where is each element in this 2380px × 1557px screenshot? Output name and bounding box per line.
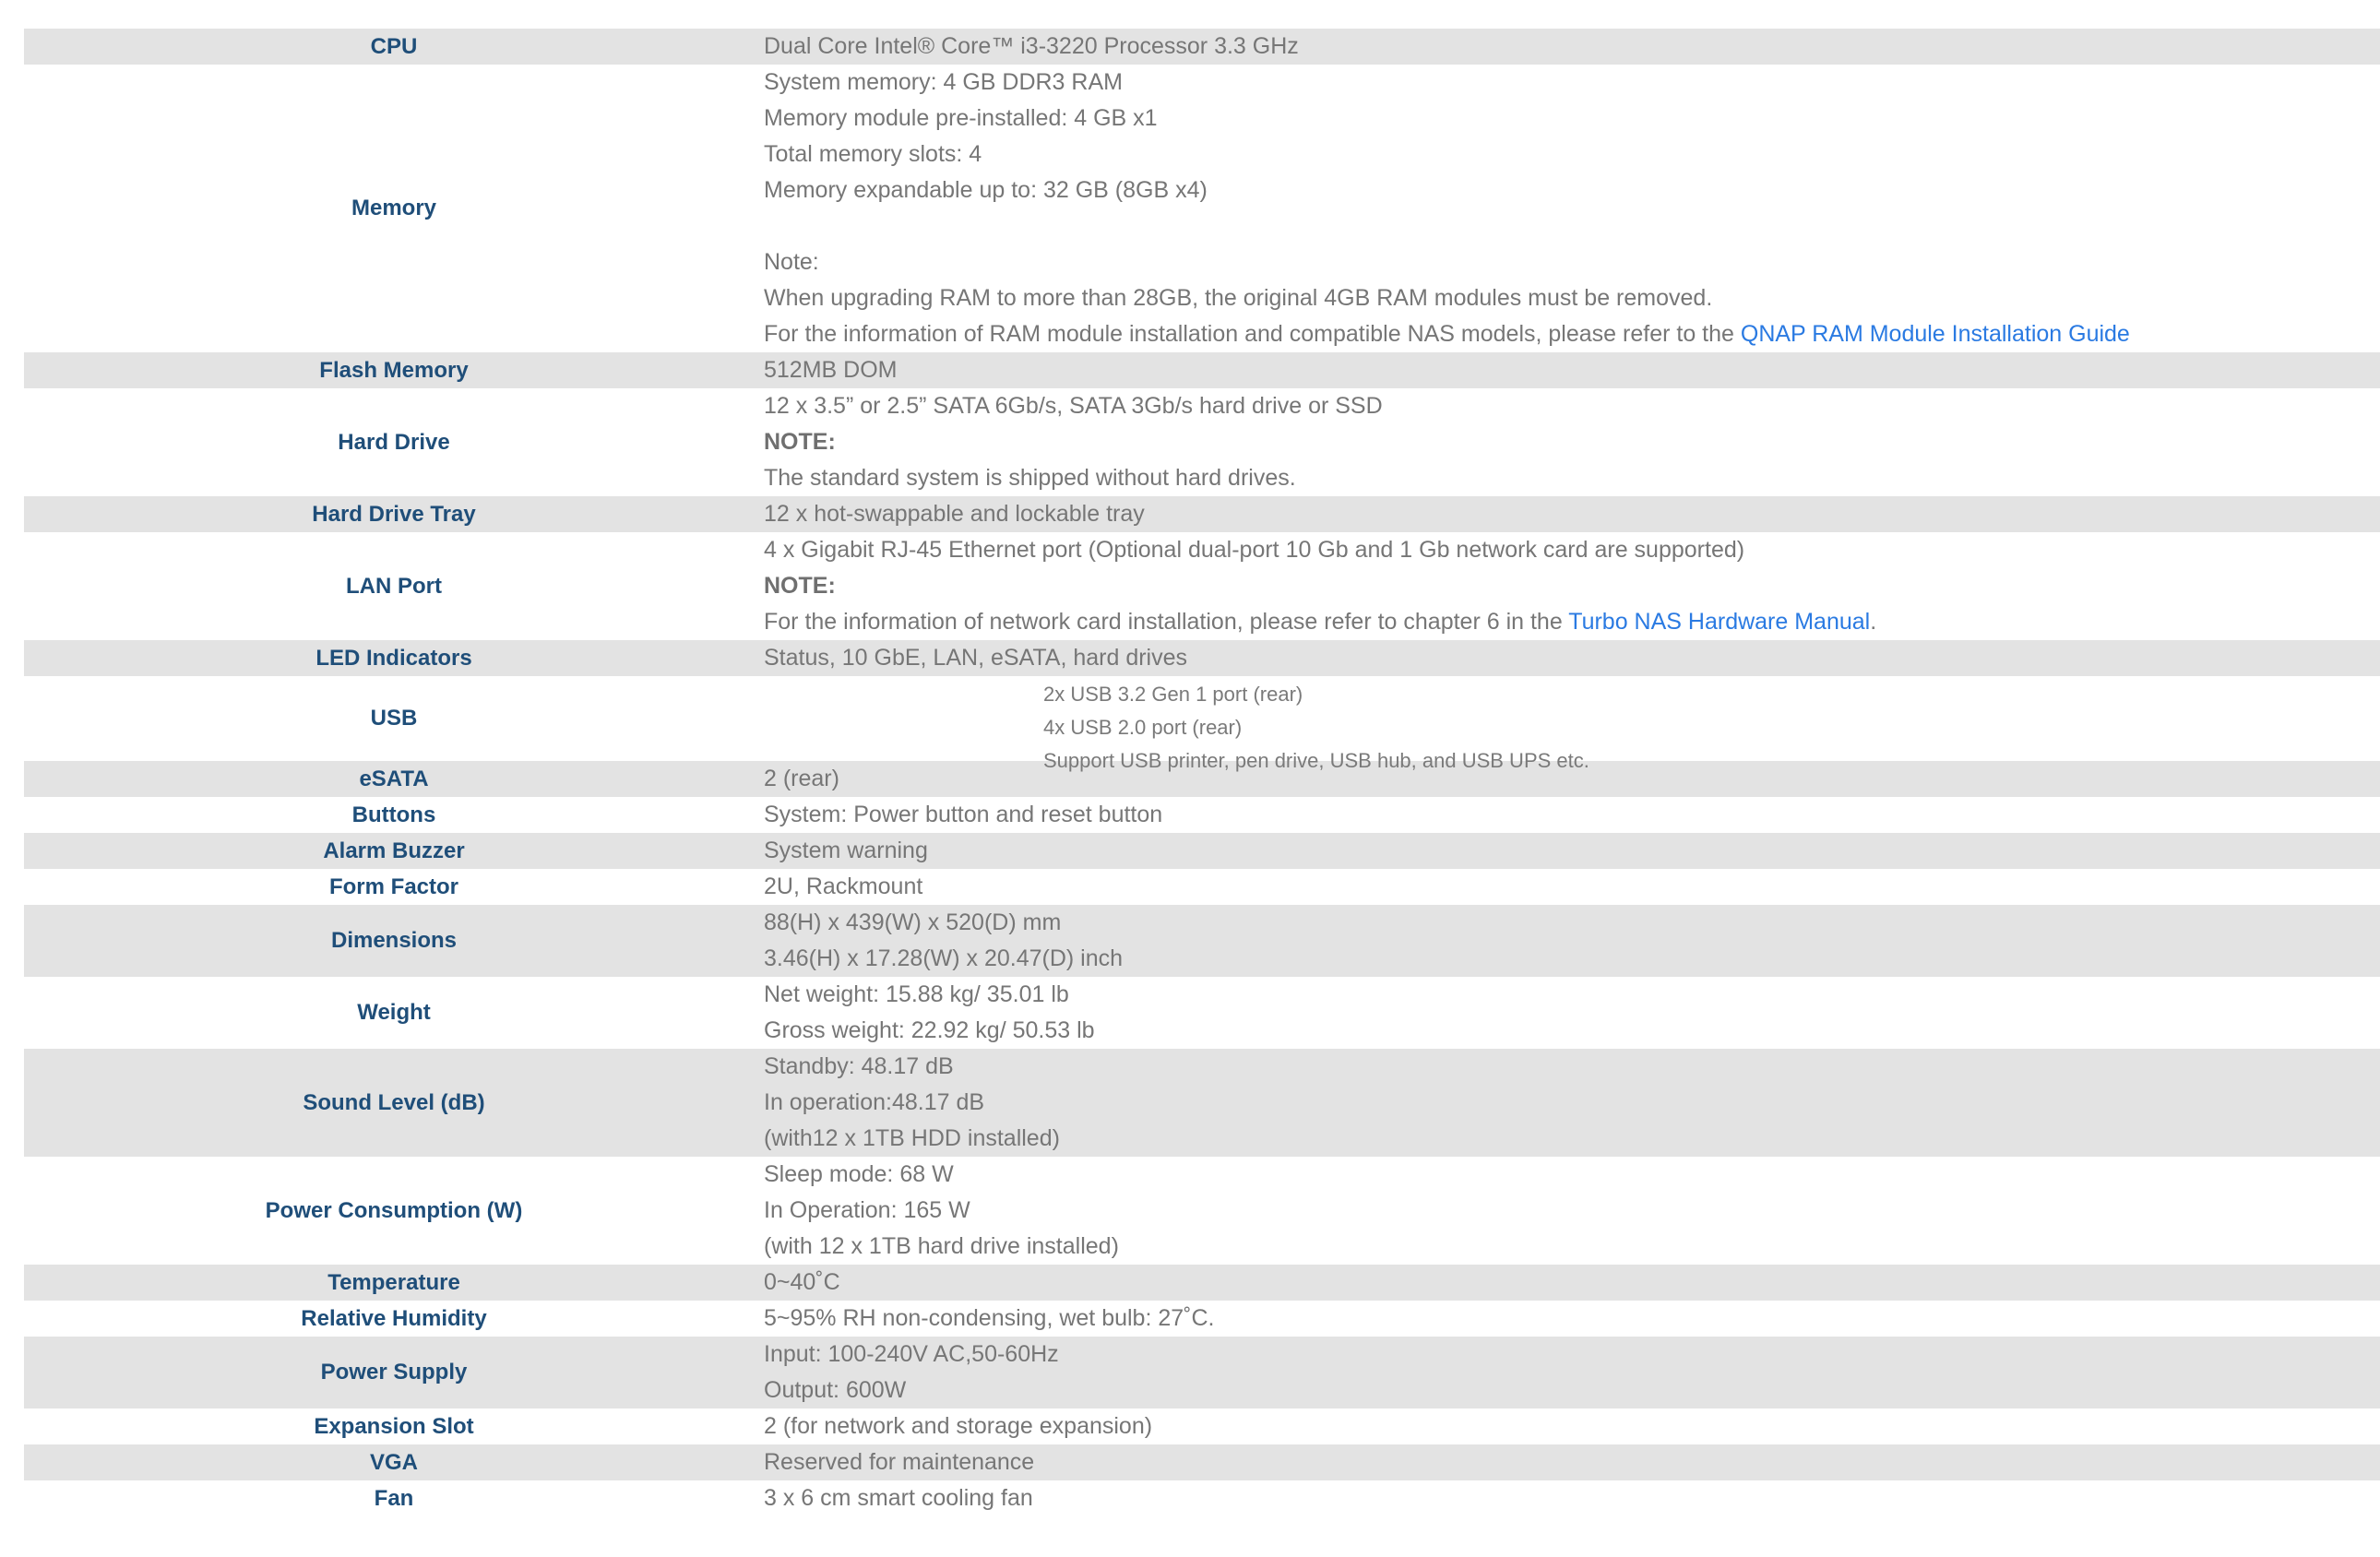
spec-value [764,869,2380,905]
spec-value-line: In Operation: 165 W [764,1197,970,1223]
spec-table [24,29,2380,1516]
spec-value-line: Input: 100-240V AC,50-60Hz [764,1341,1059,1367]
spec-value-line: 12 x hot-swappable and lockable tray [764,501,1145,527]
spec-value-line: Reserved for maintenance [764,1449,1035,1475]
ram-installation-guide-link[interactable]: QNAP RAM Module Installation Guide [1740,321,2130,347]
spec-value-line: Total memory slots: 4 [764,141,982,167]
spec-row-power-supply [24,1337,2380,1408]
spec-label: Memory [351,196,437,220]
spec-label: LED Indicators [315,645,472,671]
spec-label: Form Factor [328,874,458,899]
spec-label: LAN Port [346,573,442,599]
spec-row-weight [24,977,2380,1049]
spec-value-line: System warning [764,838,928,863]
spec-value-line: (with 12 x 1TB hard drive installed) [764,1233,1119,1259]
spec-label: Power Consumption (W) [265,1197,523,1223]
spec-value-line: Output: 600W [764,1377,907,1403]
spec-label: Hard Drive Tray [312,501,476,527]
spec-value-line: (with12 x 1TB HDD installed) [764,1125,1060,1151]
spec-value-line-with-link [764,316,2380,352]
spec-label: Expansion Slot [314,1413,474,1439]
spec-value-line: 2 (rear) [764,766,839,791]
spec-value-line: Dual Core Intel® Core™ i3-3220 Processor 3.3 GHz [764,33,1299,59]
spec-label: Weight [357,1000,431,1025]
spec-row-flash-memory [24,352,2380,388]
spec-label: CPU [370,33,418,59]
spec-row-sound-level [24,1049,2380,1157]
spec-value-line: 88(H) x 439(W) x 520(D) mm [764,909,1062,935]
spec-row-form-factor [24,869,2380,905]
spec-value-line: 4x USB 2.0 port (rear) [1043,716,1243,739]
spec-value-text: For the information of network card installation, please refer to chapter 6 in the [764,609,1569,635]
spec-value-line: In operation:48.17 dB [764,1089,985,1115]
link-suffix: . [1870,609,1877,635]
spec-label: Hard Drive [338,429,450,455]
spec-row-alarm-buzzer [24,833,2380,869]
spec-row-esata [24,761,2380,797]
spec-row-relative-humidity [24,1301,2380,1337]
note-heading: NOTE: [764,429,836,455]
spec-value-line: Net weight: 15.88 kg/ 35.01 lb [764,981,1069,1007]
spec-value-line: 5~95% RH non-condensing, wet bulb: 27˚C. [764,1305,1215,1331]
spec-value-line: The standard system is shipped without hard drives. [764,465,1296,491]
spec-value [764,29,2380,65]
note-heading: NOTE: [764,573,836,599]
spec-value-line: 3 x 6 cm smart cooling fan [764,1485,1033,1511]
spec-label: Buttons [351,802,436,827]
spec-value [764,640,2380,676]
spec-value-line: Status, 10 GbE, LAN, eSATA, hard drives [764,645,1188,671]
spec-value [764,1408,2380,1444]
spec-value-line: When upgrading RAM to more than 28GB, the original 4GB RAM modules must be removed. [764,285,1713,311]
spec-label: Power Supply [320,1360,468,1385]
spec-value [764,761,2380,797]
spec-label: Alarm Buzzer [323,838,465,863]
spec-value [764,352,2380,388]
spec-value-line: Standby: 48.17 dB [764,1053,954,1079]
spec-value-line: Sleep mode: 68 W [764,1161,954,1187]
spec-label: Temperature [327,1269,460,1295]
spec-row-memory [24,65,2380,352]
spec-row-lan-port [24,532,2380,640]
spec-value-line-with-link [764,604,2380,640]
spec-value [764,1049,2380,1157]
spec-value-line: Note: [764,249,819,275]
spec-value [764,388,2380,496]
spec-value-line: 2x USB 3.2 Gen 1 port (rear) [1043,683,1303,706]
spec-value-line: System memory: 4 GB DDR3 RAM [764,69,1123,95]
spec-value-line: 0~40˚C [764,1269,840,1295]
spec-row-led-indicators [24,640,2380,676]
spec-value-line: 2U, Rackmount [764,874,923,899]
hardware-manual-link[interactable]: Turbo NAS Hardware Manual [1568,609,1871,635]
spec-label: Fan [374,1485,414,1511]
spec-value-line: 12 x 3.5” or 2.5” SATA 6Gb/s, SATA 3Gb/s hard drive or SSD [764,393,1383,419]
spec-row-usb [24,676,2380,772]
spec-value [764,532,2380,640]
spec-row-hard-drive-tray [24,496,2380,532]
spec-label: Sound Level (dB) [303,1089,485,1115]
spec-row-dimensions [24,905,2380,977]
spec-value [764,977,2380,1049]
spec-value [764,905,2380,977]
spec-value [764,1480,2380,1516]
spec-value-line: 4 x Gigabit RJ-45 Ethernet port (Optional dual-port 10 Gb and 1 Gb network card are supported) [764,537,1745,563]
spec-value-line: 512MB DOM [764,357,898,383]
spec-value-line: System: Power button and reset button [764,802,1163,827]
spec-value-line: Memory expandable up to: 32 GB (8GB x4) [764,177,1208,203]
spec-row-fan [24,1480,2380,1516]
spec-value-line: 2 (for network and storage expansion) [764,1413,1153,1439]
spec-value-line: Memory module pre-installed: 4 GB x1 [764,105,1158,131]
spec-value [764,797,2380,833]
spec-value-blank-line [764,208,2380,244]
spec-value [764,1301,2380,1337]
spec-value [764,1444,2380,1480]
spec-row-expansion-slot [24,1408,2380,1444]
spec-label: eSATA [359,766,429,791]
spec-label: Dimensions [330,928,458,953]
spec-row-temperature [24,1265,2380,1301]
spec-value-text: For the information of RAM module installation and compatible NAS models, please refer to the [764,321,1741,347]
spec-value [764,496,2380,532]
spec-value [764,676,2380,772]
spec-row-buttons [24,797,2380,833]
spec-value [764,1265,2380,1301]
spec-value-line: 3.46(H) x 17.28(W) x 20.47(D) inch [764,945,1124,971]
spec-value [764,1157,2380,1265]
spec-value-line: Gross weight: 22.92 kg/ 50.53 lb [764,1017,1095,1043]
spec-value [764,1337,2380,1408]
spec-value-line: Support USB printer, pen drive, USB hub, and USB UPS etc. [1043,749,1589,772]
spec-label: VGA [369,1449,418,1475]
spec-row-hard-drive [24,388,2380,496]
spec-row-power-consumption [24,1157,2380,1265]
spec-row-cpu [24,29,2380,65]
spec-label: USB [370,706,418,731]
spec-row-vga [24,1444,2380,1480]
spec-label: Relative Humidity [301,1305,487,1331]
spec-value [764,833,2380,869]
spec-value [764,65,2380,352]
spec-label: Flash Memory [319,357,469,383]
